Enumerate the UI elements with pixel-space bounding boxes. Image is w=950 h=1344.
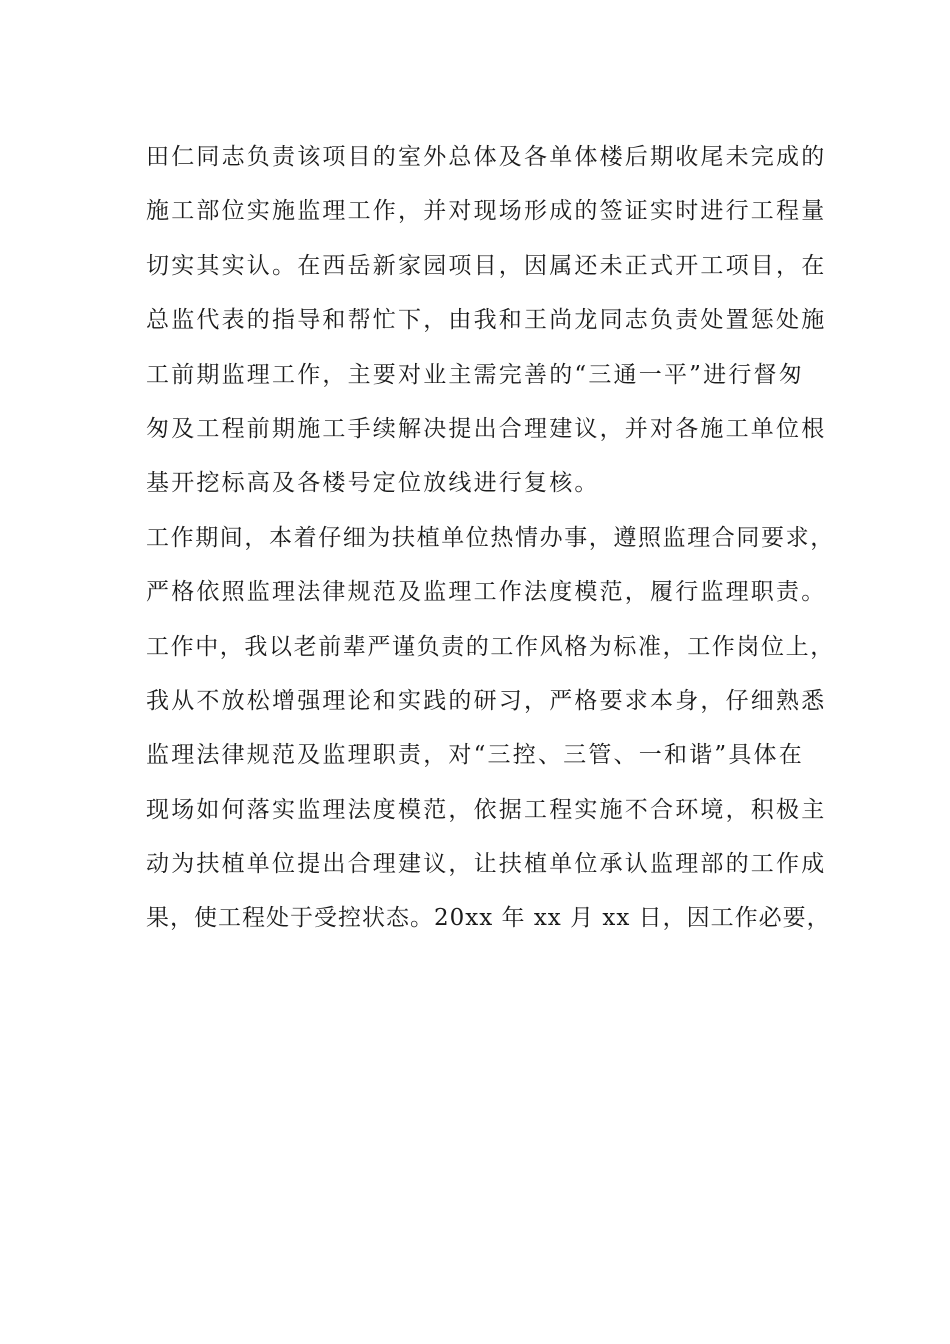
text-line: 监理法律规范及监理职责，对“三控、三管、一和谐”具体在 — [146, 742, 804, 769]
text-line: 工前期监理工作，主要对业主需完善的“三通一平”进行督匆 — [146, 361, 804, 388]
text-line: 工作中，我以老前辈严谨负责的工作风格为标准，工作岗位上， — [146, 633, 835, 660]
text-line: 动为扶植单位提出合理建议，让扶植单位承认监理部的工作成 — [146, 851, 827, 878]
text-line: 施工部位实施监理工作，并对现场形成的签证实时进行工程量 — [146, 198, 827, 225]
text-line: 严格依照监理法律规范及监理工作法度模范，履行监理职责。 — [146, 579, 827, 606]
text-line: 匆及工程前期施工手续解决提出合理建议，并对各施工单位根 — [146, 415, 827, 442]
text-line: 田仁同志负责该项目的室外总体及各单体楼后期收尾未完成的 — [146, 144, 827, 170]
text-line: 切实其实认。在西岳新家园项目，因属还未正式开工项目，在 — [146, 252, 827, 279]
text-line: 工作期间，本着仔细为扶植单位热情办事，遵照监理合同要求， — [146, 524, 835, 551]
body-text — [146, 130, 836, 946]
text-line: 果，使工程处于受控状态。20xx 年 xx 月 xx 日，因工作必要， — [146, 905, 831, 932]
text-line: 基开挖标高及各楼号定位放线进行复核。 — [146, 470, 600, 497]
text-line: 我从不放松增强理论和实践的研习，严格要求本身，仔细熟悉 — [146, 687, 827, 714]
text-line: 总监代表的指导和帮忙下，由我和王尚龙同志负责处置惩处施 — [146, 307, 827, 334]
text-line: 现场如何落实监理法度模范，依据工程实施不合环境，积极主 — [146, 796, 827, 823]
